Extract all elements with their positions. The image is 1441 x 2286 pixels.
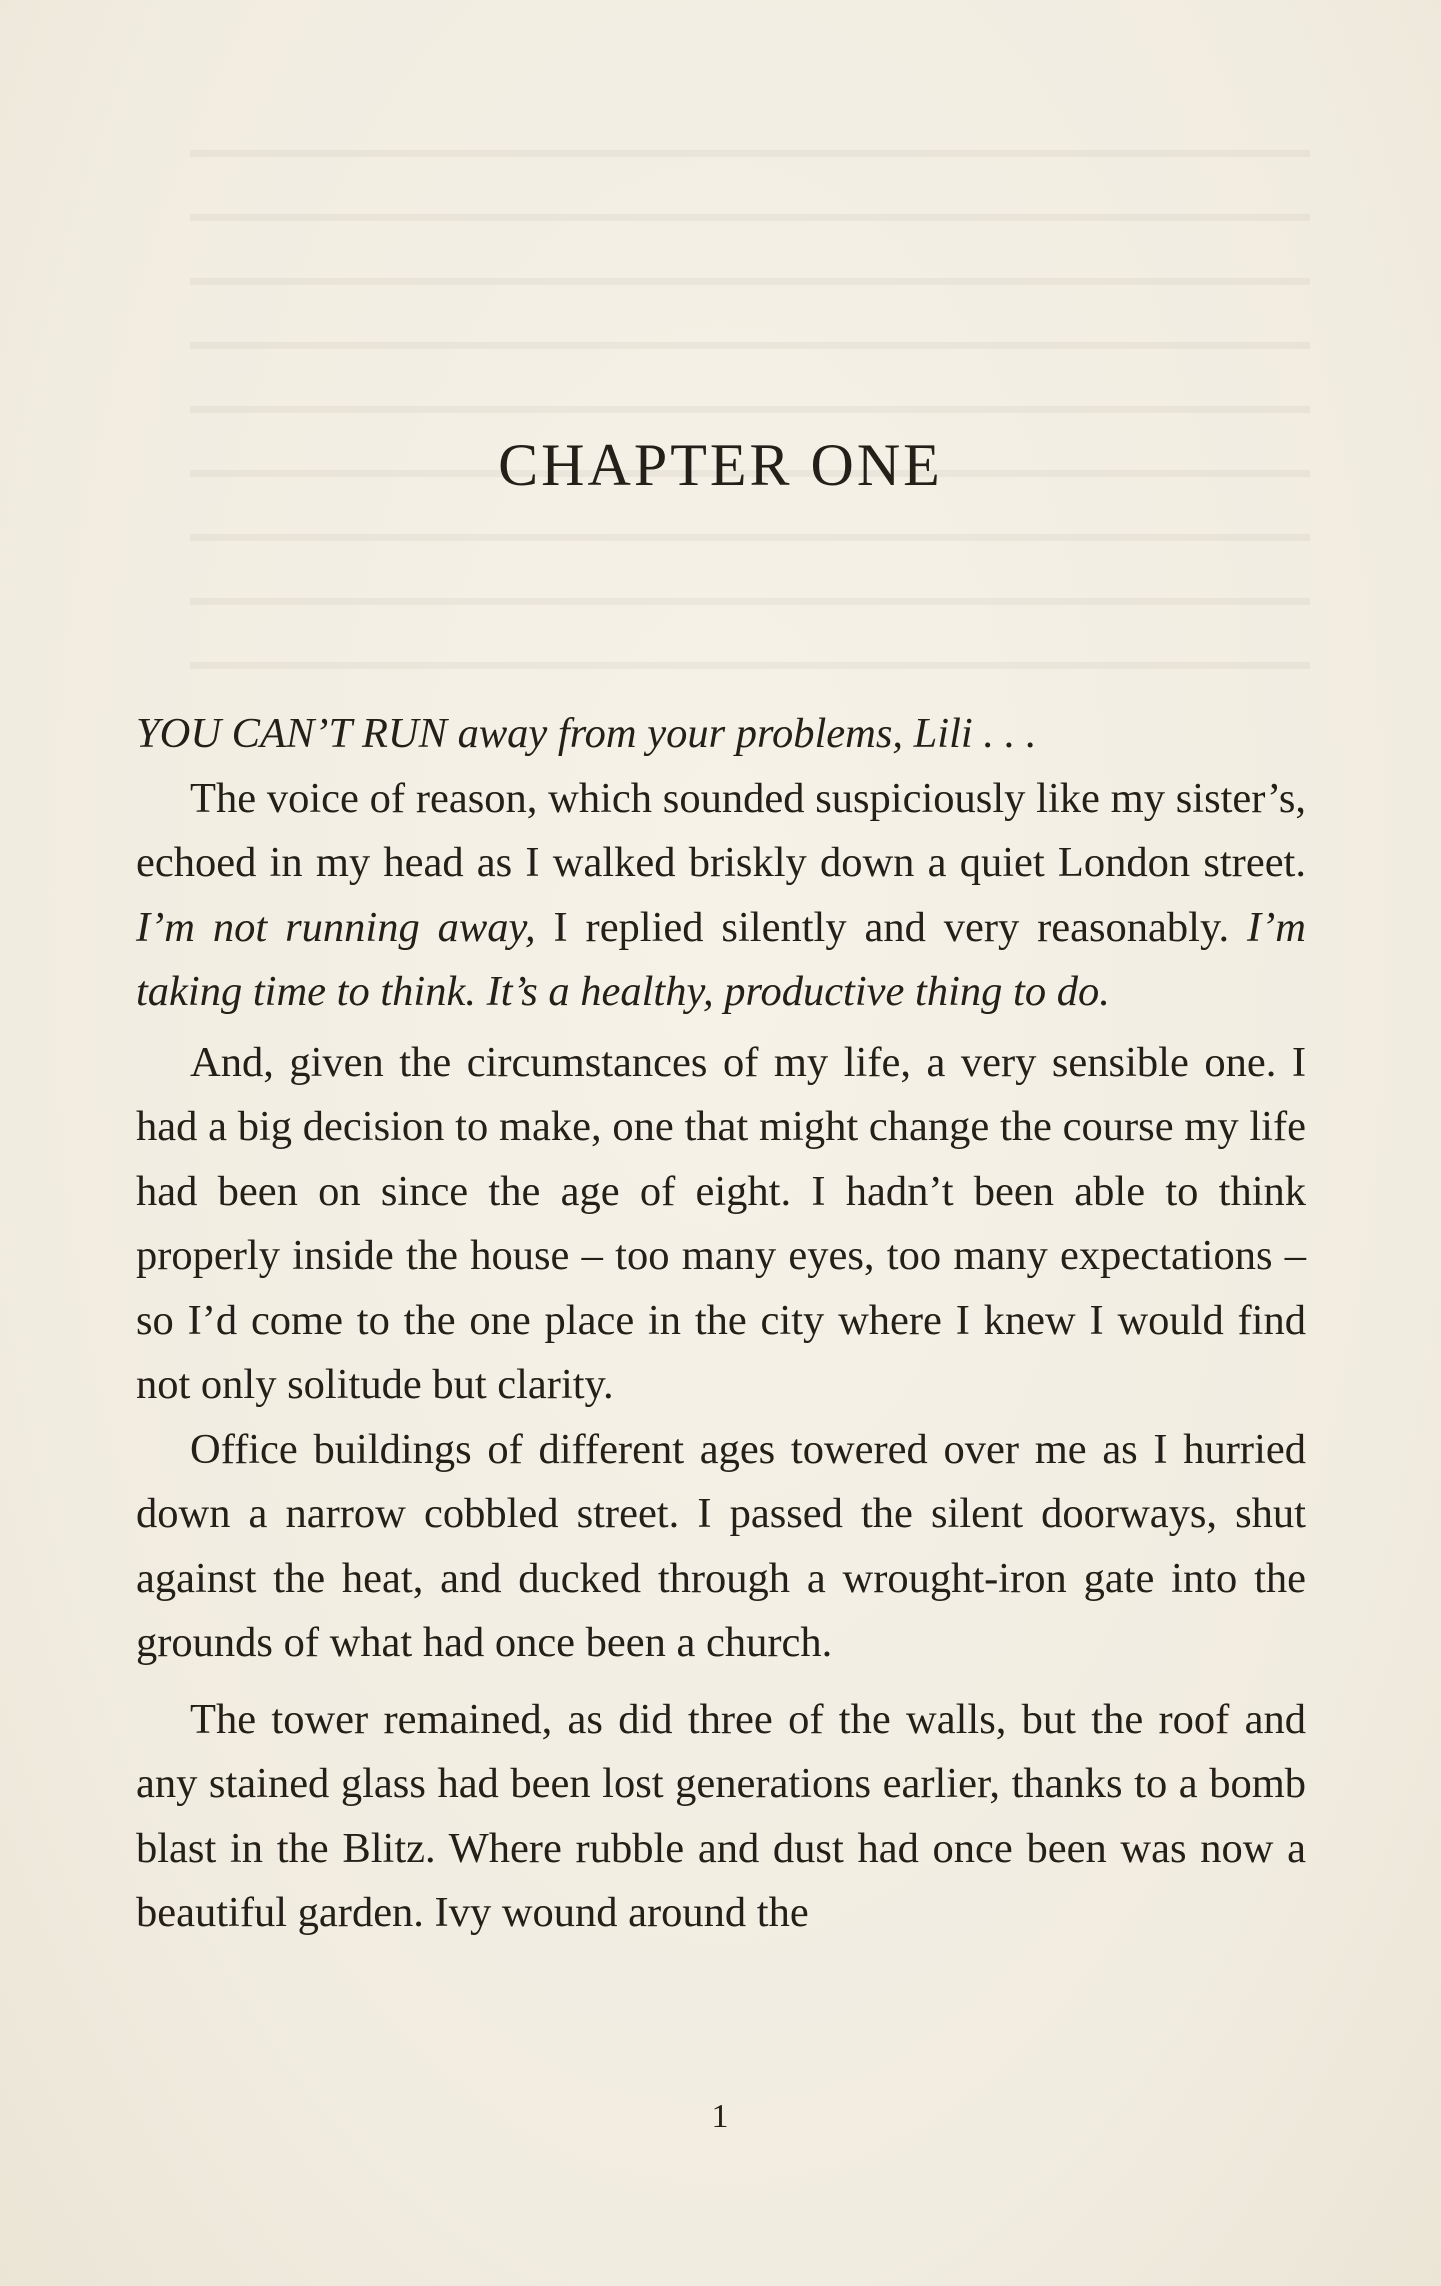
page-number: 1 [711,2098,730,2135]
bleed-through-texture [190,110,1310,670]
paragraph-text: The voice of reason, which sounded suspiciously like my sister’s, echoed in my head as I walked briskly down a quiet London street. [136,774,1306,886]
chapter-title: CHAPTER ONE [498,432,943,498]
paragraph-opening [136,702,1306,767]
italic-thought: I’m not running away, [136,903,536,951]
body-text [136,702,1306,1946]
italic-thought: I’m taking time to think. It’s a healthy, productive thing to do. [136,903,1306,1015]
paragraph: Office buildings of different ages towered over me as I hurried down a narrow cobbled street. I passed the silent doorways, shut against the heat, and ducked through a wrought-iron gate into the grounds of what had once been a church. [136,1425,1306,1666]
opening-italic-line: YOU CAN’T RUN away from your problems, Lili . . . [136,710,1037,757]
paragraph: The tower remained, as did three of the walls, but the roof and any stained glass had been lost generations earlier, thanks to a bomb blast in the Blitz. Where rubble and dust had once been was now a beautiful garden. Ivy wound around the [136,1695,1306,1936]
paragraph: And, given the circumstances of my life, a very sensible one. I had a big decision to make, one that might change the course my life had been on since the age of eight. I hadn’t been able to think properly inside the house – too many eyes, too many expectations – so I’d come to the one place in the city where I knew I would find not only solitude but clarity. [136,1038,1306,1408]
paragraph [136,767,1306,1025]
paragraph-text: I replied silently and very reasonably. [535,903,1247,951]
